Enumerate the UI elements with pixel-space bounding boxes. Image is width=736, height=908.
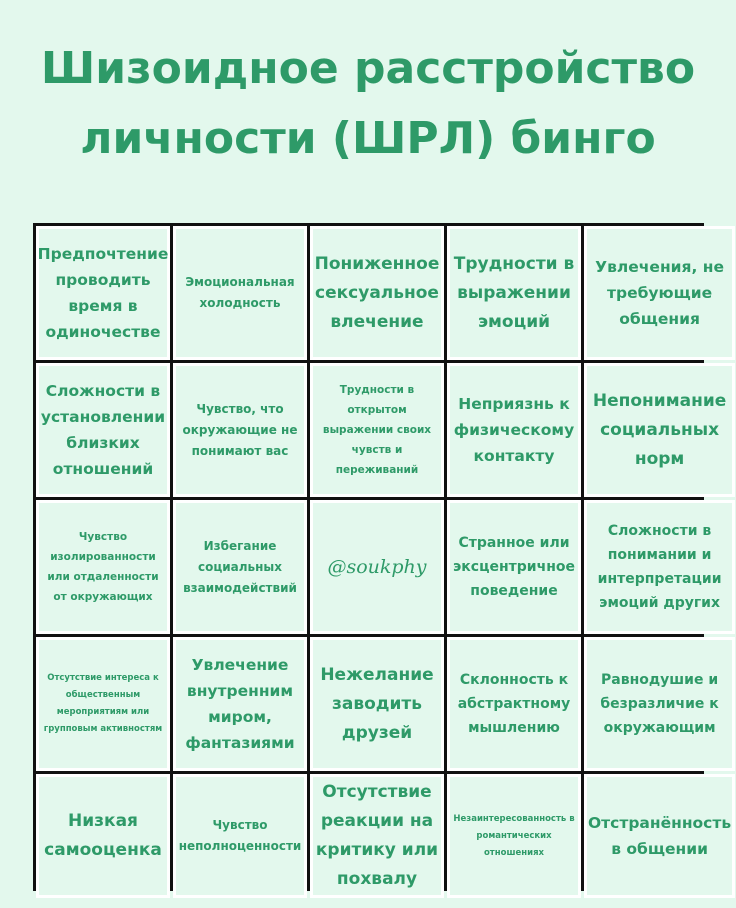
bingo-cell-text: Непонимание социальных норм bbox=[592, 390, 727, 469]
bingo-cell-text: Незаинтересованность в романтических отношениях bbox=[453, 813, 575, 858]
bingo-cell[interactable] bbox=[584, 774, 735, 898]
bingo-free-cell[interactable] bbox=[310, 500, 444, 634]
bingo-cell-text: Низкая самооценка bbox=[44, 811, 162, 860]
bingo-cell[interactable] bbox=[36, 500, 170, 634]
bingo-cell-text: Сложности в установлении близких отношений bbox=[40, 382, 166, 478]
bingo-cell-text: Неприязнь к физическому контакту bbox=[453, 395, 575, 465]
bingo-cell[interactable] bbox=[36, 363, 170, 497]
bingo-cell-text: Предпочтение проводить время в одиночестве bbox=[37, 245, 169, 341]
bingo-cell-text: Трудности в открытом выражении своих чувств и переживаний bbox=[322, 384, 432, 476]
bingo-cell[interactable] bbox=[173, 637, 307, 771]
bingo-cell-text: Отсутствие интереса к общественным мероприятиям или групповым активностям bbox=[43, 673, 163, 734]
bingo-cell[interactable] bbox=[447, 500, 581, 634]
bingo-cell-text: Равнодушие и безразличие к окружающим bbox=[600, 672, 719, 736]
bingo-cell-text: Отсутствие реакции на критику или похвалу bbox=[315, 782, 439, 889]
bingo-cell[interactable] bbox=[173, 226, 307, 360]
bingo-cell[interactable] bbox=[310, 226, 444, 360]
bingo-cell-text: Увлечение внутренним миром, фантазиями bbox=[185, 656, 295, 752]
bingo-cell[interactable] bbox=[36, 637, 170, 771]
bingo-cell-text: Склонность к абстрактному мышлению bbox=[457, 672, 571, 736]
bingo-cell[interactable] bbox=[173, 363, 307, 497]
bingo-cell[interactable] bbox=[447, 226, 581, 360]
bingo-cell[interactable] bbox=[310, 637, 444, 771]
bingo-cell[interactable] bbox=[447, 774, 581, 898]
bingo-cell-text: Трудности в выражении эмоций bbox=[453, 253, 575, 332]
bingo-cell[interactable] bbox=[447, 363, 581, 497]
bingo-cell[interactable] bbox=[36, 226, 170, 360]
bingo-cell[interactable] bbox=[36, 774, 170, 898]
bingo-cell-text: Эмоциональная холодность bbox=[185, 275, 295, 310]
bingo-cell-text: Пониженное сексуальное влечение bbox=[314, 253, 440, 332]
title-line-2: личности (ШРЛ) бинго bbox=[80, 113, 656, 164]
bingo-cell-text: Странное или эксцентричное поведение bbox=[453, 535, 575, 599]
bingo-cell-text: Нежелание заводить друзей bbox=[320, 664, 434, 743]
bingo-cell[interactable] bbox=[447, 637, 581, 771]
bingo-cell-text: Чувство, что окружающие не понимают вас bbox=[182, 401, 298, 458]
bingo-cell-text: Избегание социальных взаимодействий bbox=[183, 538, 297, 595]
title-line-1: Шизоидное расстройство bbox=[40, 43, 696, 94]
bingo-cell[interactable] bbox=[310, 774, 444, 898]
bingo-cell-text: Отстранённость в общении bbox=[588, 814, 732, 858]
bingo-cell[interactable] bbox=[584, 226, 735, 360]
bingo-cell[interactable] bbox=[310, 363, 444, 497]
bingo-cell[interactable] bbox=[584, 500, 735, 634]
free-cell-label: @soukphy bbox=[327, 556, 427, 578]
bingo-cell[interactable] bbox=[173, 500, 307, 634]
bingo-cell[interactable] bbox=[584, 637, 735, 771]
bingo-cell-text: Сложности в понимании и интерпретации эмоций других bbox=[597, 523, 722, 611]
bingo-cell[interactable] bbox=[173, 774, 307, 898]
bingo-cell-text: Чувство неполноценности bbox=[178, 818, 302, 853]
bingo-title bbox=[0, 34, 736, 174]
bingo-cell-text: Увлечения, не требующие общения bbox=[595, 258, 724, 328]
bingo-cell-text: Чувство изолированности или отдаленности от окружающих bbox=[47, 531, 159, 603]
bingo-cell[interactable] bbox=[584, 363, 735, 497]
bingo-grid bbox=[33, 223, 732, 891]
